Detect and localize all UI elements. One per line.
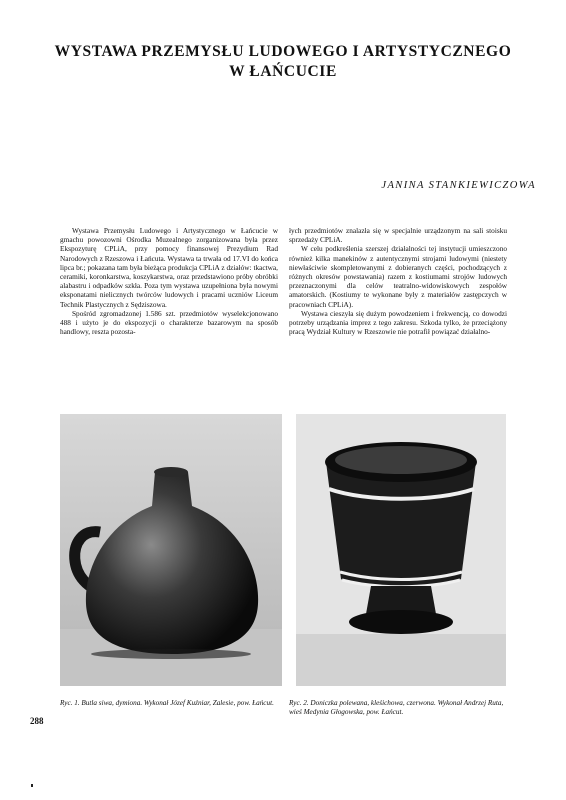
text-column-right	[289, 226, 507, 336]
page-number: 288	[30, 716, 44, 726]
caption-figure-2: Ryc. 2. Doniczka polewana, kleśichowa, czerwona. Wykonał Andrzej Ruta, wieś Medynia Głogowska, pow. Łańcut.	[289, 699, 504, 716]
title-line-2: W ŁAŃCUCIE	[229, 63, 337, 80]
photo-jug	[60, 414, 282, 686]
paragraph: Spośród zgromadzonej 1.586 szt. przedmiotów wyselekcjonowano 488 i użyto je do ekspozycji o charakterze bazarowym na sposób handlowy, reszta pozosta-	[60, 308, 278, 337]
paragraph: W celu podkreślenia szerszej działalności tej instytucji umieszczono również kilka manekinów z autentycznymi strojami ludowymi (niestety niewłaściwie skompletowanymi z dobieranych części, pochodzących z różnych okresów powstawania) razem z kostiumami strojów ludowych przeznaczonymi dla celów teatralno-widowiskowych zespołów amatorskich. (Kostiumy te wykonane były z materiałów zastępczych w pracowniach CPLiA).	[289, 244, 507, 309]
paragraph: Wystawa Przemysłu Ludowego i Artystycznego w Łańcucie w gmachu powozowni Ośrodka Muzealnego zorganizowana była przez Ekspozyturę CPLiA, przy pomocy finansowej Prezydium Rad Narodowych z Rzeszowa i Łańcuta. Wystawa ta trwała od 17.VI do końca lipca br.; pokazana tam była bieżąca produkcja CPLiA z działów: tkactwa, ceramiki, koronkarstwa, koszykarstwa, oraz przedstawiono próby obróbki alabastru i odpadków szkła. Poza tym wystawa uzupełniona była nowymi eksponatami nielicznych twórców ludowych i pracami uczniów Liceum Technik Plastycznych z Sędziszowa.	[60, 226, 278, 309]
paragraph: łych przedmiotów znalazła się w specjalnie urządzonym na sali stoisku sprzedaży CPLiA.	[289, 226, 507, 245]
caption-figure-1: Ryc. 1. Butla siwa, dymiona. Wykonał Józef Kuźniar, Zalesie, pow. Łańcut.	[60, 699, 274, 707]
paragraph: Wystawa cieszyła się dużym powodzeniem i frekwencją, co dowodzi potrzeby urządzania imprez z tego zakresu. Szkoda tylko, że przeciążony pracą Wydział Kultury w Rzeszowie nie potrafił powiązać działalno-	[289, 308, 507, 337]
title-line-1: WYSTAWA PRZEMYSŁU LUDOWEGO I ARTYSTYCZNEGO	[54, 43, 512, 60]
jug-illustration	[60, 414, 282, 686]
text-column-left	[60, 226, 278, 336]
flowerpot-illustration	[296, 414, 506, 686]
article-title	[40, 42, 526, 82]
author-name: JANINA STANKIEWICZOWA	[381, 180, 536, 191]
scan-mark	[31, 784, 33, 787]
photo-flowerpot	[296, 414, 506, 686]
